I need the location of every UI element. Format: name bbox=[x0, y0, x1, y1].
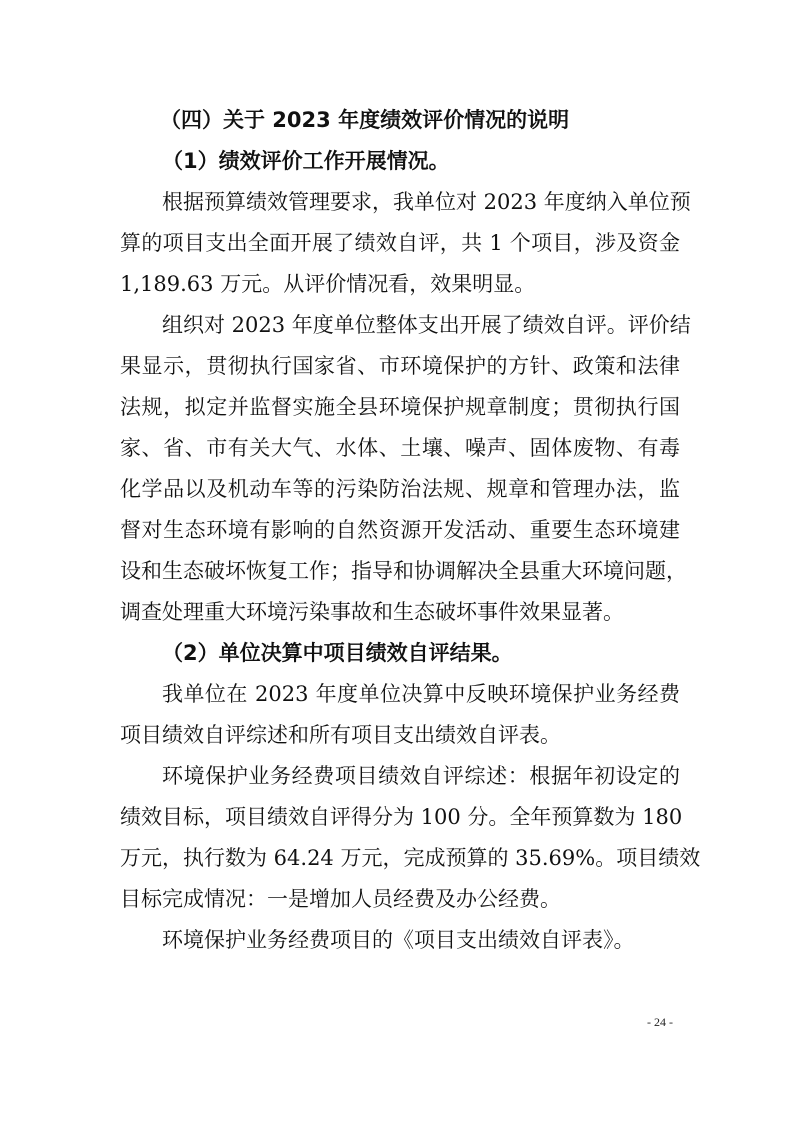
paragraph-4-line-3: 万元，执行数为 64.24 万元，完成预算的 35.69%。项目绩效 bbox=[120, 846, 701, 870]
paragraph-3-line-2: 项目绩效自评综述和所有项目支出绩效自评表。 bbox=[120, 723, 561, 747]
paragraph-4-line-4: 目标完成情况：一是增加人员经费及办公经费。 bbox=[120, 887, 561, 911]
paragraph-2-line-7: 设和生态破坏恢复工作；指导和协调解决全县重大环境问题， bbox=[120, 559, 687, 583]
subheading-1: （1）绩效评价工作开展情况。 bbox=[162, 149, 450, 173]
paragraph-2-line-6: 督对生态环境有影响的自然资源开发活动、重要生态环境建 bbox=[120, 518, 680, 542]
paragraph-2-line-4: 家、省、市有关大气、水体、土壤、噪声、固体废物、有毒 bbox=[120, 436, 680, 460]
paragraph-1-line-3: 1,189.63 万元。从评价情况看，效果明显。 bbox=[120, 272, 536, 296]
paragraph-2-line-2: 果显示，贯彻执行国家省、市环境保护的方针、政策和法律 bbox=[120, 354, 680, 378]
paragraph-5-line-1: 环境保护业务经费项目的《项目支出绩效自评表》。 bbox=[162, 928, 635, 952]
section-heading-four: （四）关于 2023 年度绩效评价情况的说明 bbox=[160, 108, 570, 132]
paragraph-2-line-1: 组织对 2023 年度单位整体支出开展了绩效自评。评价结 bbox=[162, 313, 691, 337]
paragraph-3-line-1: 我单位在 2023 年度单位决算中反映环境保护业务经费 bbox=[162, 682, 680, 706]
paragraph-2-line-3: 法规，拟定并监督实施全县环境保护规章制度；贯彻执行国 bbox=[120, 395, 680, 419]
paragraph-1-line-2: 算的项目支出全面开展了绩效自评，共 1 个项目，涉及资金 bbox=[120, 231, 680, 255]
paragraph-4-line-1: 环境保护业务经费项目绩效自评综述：根据年初设定的 bbox=[162, 764, 680, 788]
page-number: - 24 - bbox=[647, 1015, 673, 1029]
subheading-2: （2）单位决算中项目绩效自评结果。 bbox=[162, 641, 513, 665]
paragraph-2-line-8: 调查处理重大环境污染事故和生态破坏事件效果显著。 bbox=[120, 600, 624, 624]
paragraph-1-line-1: 根据预算绩效管理要求，我单位对 2023 年度纳入单位预 bbox=[162, 190, 691, 214]
paragraph-4-line-2: 绩效目标，项目绩效自评得分为 100 分。全年预算数为 180 bbox=[120, 805, 683, 829]
paragraph-2-line-5: 化学品以及机动车等的污染防治法规、规章和管理办法，监 bbox=[120, 477, 680, 501]
